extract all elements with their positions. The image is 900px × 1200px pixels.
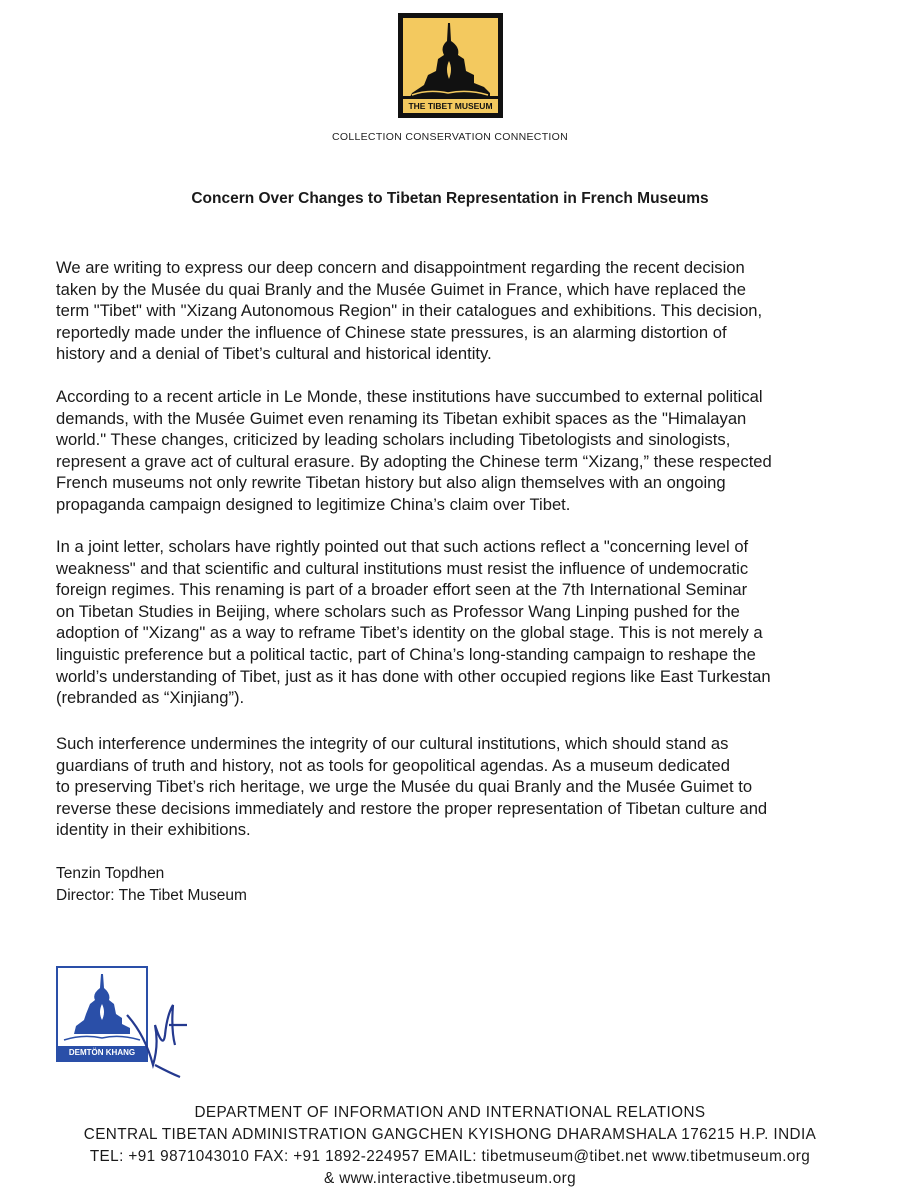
footer-line: CENTRAL TIBETAN ADMINISTRATION GANGCHEN KYISHONG DHARAMSHALA 176215 H.P. INDIA	[83, 1126, 817, 1143]
letter-title: Concern Over Changes to Tibetan Representation in French Museums	[191, 190, 709, 207]
text-line: guardians of truth and history, not as tools for geopolitical agendas. As a museum dedicated	[56, 755, 730, 775]
footer-line: DEPARTMENT OF INFORMATION AND INTERNATIONAL RELATIONS	[194, 1104, 706, 1121]
text-line: history and a denial of Tibet’s cultural and historical identity.	[56, 344, 492, 364]
text-line: taken by the Musée du quai Branly and the Musée Guimet in France, which have replaced the	[56, 279, 746, 299]
signer-role: Director: The Tibet Museum	[56, 886, 247, 904]
footer-line: TEL: +91 9871043010 FAX: +91 1892-224957 EMAIL: tibetmuseum@tibet.net www.tibetmuseum.org	[89, 1148, 811, 1165]
text-line: weakness" and that scientific and cultural institutions must resist the influence of undemocratic	[56, 558, 749, 578]
paragraph-4	[56, 733, 767, 841]
signer-name: Tenzin Topdhen	[56, 865, 165, 882]
paragraph-2	[56, 386, 772, 516]
text-line: demands, with the Musée Guimet even renaming its Tibetan exhibit spaces as the "Himalayan	[56, 408, 747, 428]
text-line: foreign regimes. This renaming is part of a broader effort seen at the 7th International Seminar	[56, 580, 748, 600]
handwritten-signature	[125, 995, 195, 1080]
text-line: to preserving Tibet’s rich heritage, we urge the Musée du quai Branly and the Musée Guimet to	[56, 777, 753, 797]
footer-contact	[0, 1102, 900, 1190]
text-line: term "Tibet" with "Xizang Autonomous Region" in their catalogues and exhibitions. This decision,	[56, 301, 763, 321]
text-line: on Tibetan Studies in Beijing, where scholars such as Professor Wang Linping pushed for the	[56, 601, 740, 621]
signature-block	[56, 863, 247, 906]
text-line: linguistic preference but a political tactic, part of China’s long-standing campaign to reshape the	[56, 644, 756, 664]
tibet-museum-logo	[398, 13, 503, 118]
text-line: (rebranded as “Xinjiang”).	[56, 688, 245, 708]
text-line: French museums not only rewrite Tibetan history but also align themselves with an ongoing	[56, 473, 726, 493]
text-line: In a joint letter, scholars have rightly pointed out that such actions reflect a "concerning level of	[56, 537, 749, 556]
text-line: propaganda campaign designed to legitimize China’s claim over Tibet.	[56, 494, 571, 514]
text-line: identity in their exhibitions.	[56, 820, 251, 840]
text-line: world’s understanding of Tibet, just as it has done with other occupied regions like East Turkestan	[56, 666, 771, 686]
paragraph-1	[56, 257, 762, 365]
text-line: reverse these decisions immediately and restore the proper representation of Tibetan culture and	[56, 798, 768, 818]
text-line: Such interference undermines the integrity of our cultural institutions, which should stand as	[56, 734, 729, 753]
text-line: represent a grave act of cultural erasure. By adopting the Chinese term “Xizang,” these respected	[56, 451, 772, 471]
text-line: world." These changes, criticized by leading scholars including Tibetologists and sinologists,	[56, 430, 731, 450]
paragraph-3	[56, 536, 771, 709]
text-line: reportedly made under the influence of Chinese state pressures, is an alarming distortion of	[56, 322, 727, 342]
text-line: We are writing to express our deep concern and disappointment regarding the recent decision	[56, 258, 745, 277]
logo-label: THE TIBET MUSEUM	[403, 96, 498, 113]
tagline: COLLECTION CONSERVATION CONNECTION	[332, 131, 568, 143]
footer-line: & www.interactive.tibetmuseum.org	[323, 1170, 577, 1187]
text-line: adoption of "Xizang" as a way to reframe Tibet’s identity on the global stage. This is not merely a	[56, 623, 763, 643]
text-line: According to a recent article in Le Monde, these institutions have succumbed to external political	[56, 387, 763, 406]
stamp-label: DEMTÖN KHANG	[58, 1046, 146, 1060]
